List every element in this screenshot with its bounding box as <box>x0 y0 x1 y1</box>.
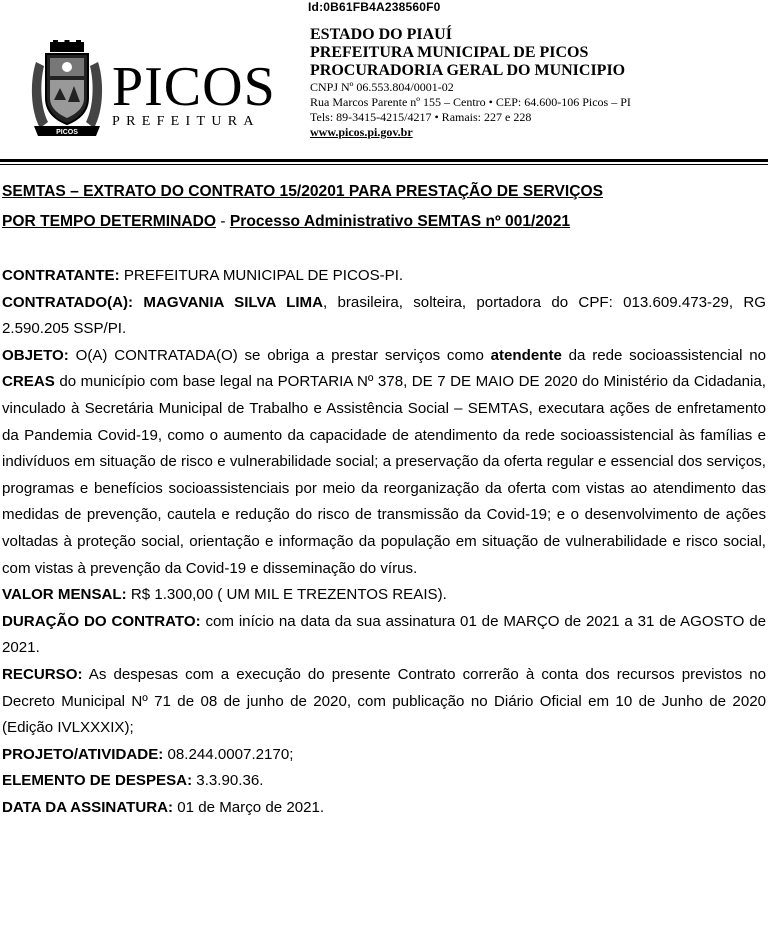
contract-body <box>2 263 766 821</box>
contratado-label: CONTRATADO(A): <box>2 293 134 311</box>
cnpj-text: CNPJ Nº 06.553.804/0001-02 <box>310 80 454 94</box>
elemento-label: ELEMENTO DE DESPESA: <box>2 772 193 790</box>
contratante-clause <box>2 263 766 290</box>
objeto-label: OBJETO: <box>2 346 69 364</box>
objeto-text-3: do município com base legal na PORTARIA Nº 378, DE 7 DE MAIO DE 2020 do Ministério da Cidadania, vinculado à Secretária Municipal de Trabalho e Assistência Social – SEMTAS, executara ações de enfretamento da Pandemia Covid-19, como o aumento da capacidade de atendimento da rede socioassistencial às famílias e indivíduos em situação de risco e vulnerabilidade social; a preservação da oferta regular e essencial dos serviços, programas e benefícios socioassistenciais por meio da reorganização da oferta com vistas ao atendimento das medidas de prevenção, cautela e redução do risco de transmissão da Covid-19; e o desenvolvimento de ações voltadas à proteção social, orientação e informação da população em situação de vulnerabilidade e risco social, com vistas à prevenção da Covid-19 e disseminação do vírus. <box>2 373 766 577</box>
projeto-clause <box>2 742 766 769</box>
brand-name: PICOS <box>112 56 276 118</box>
duracao-label: DURAÇÃO DO CONTRATO: <box>2 612 201 630</box>
state-heading: ESTADO DO PIAUÍ <box>310 26 452 43</box>
contratado-clause <box>2 290 766 343</box>
contratado-details: , brasileira, solteira, portadora do CPF: 013.609.473-29, RG 2.590.205 SSP/PI. <box>2 293 766 338</box>
coat-of-arms-icon <box>30 40 104 140</box>
valor-label: VALOR MENSAL: <box>2 586 127 604</box>
objeto-unit: CREAS <box>2 373 55 391</box>
valor-clause <box>2 582 766 609</box>
contratado-name: MAGVANIA SILVA LIMA <box>143 293 324 311</box>
valor-value: R$ 1.300,00 ( UM MIL E TREZENTOS REAIS). <box>126 586 447 604</box>
assinatura-clause <box>2 795 766 822</box>
procuradoria-heading: PROCURADORIA GERAL DO MUNICIPIO <box>310 62 626 79</box>
projeto-label: PROJETO/ATIVIDADE: <box>2 745 164 763</box>
brand-subtitle: PREFEITURA <box>112 114 260 129</box>
header-divider <box>0 159 768 162</box>
address-text: Rua Marcos Parente nº 155 – Centro • CEP: 64.600-106 Picos – PI <box>310 95 631 109</box>
recurso-value: As despesas com a execução do presente Contrato correrão à conta dos recursos previstos no Decreto Municipal Nº 71 de 08 de junho de 2020, com publicação no Diário Oficial em 10 de Junho de 2020 (Edição IVLXXXIX); <box>2 665 766 737</box>
contratante-value: PREFEITURA MUNICIPAL DE PICOS-PI. <box>119 267 404 284</box>
duracao-clause <box>2 609 766 662</box>
crest-label: PICOS <box>56 129 78 136</box>
document-title <box>2 177 768 237</box>
assinatura-value: 01 de Março de 2021. <box>173 798 325 816</box>
projeto-value: 08.244.0007.2170; <box>163 745 294 763</box>
objeto-role: atendente <box>490 346 562 364</box>
contratante-label: CONTRATANTE: <box>2 267 120 284</box>
recurso-label: RECURSO: <box>2 665 83 683</box>
header-divider-thin <box>0 164 768 165</box>
objeto-clause <box>2 343 766 582</box>
title-line1: SEMTAS – EXTRATO DO CONTRATO 15/20201 PARA PRESTAÇÃO DE SERVIÇOS <box>2 183 604 200</box>
phones-text: Tels: 89-3415-4215/4217 • Ramais: 227 e 228 <box>310 110 532 124</box>
document-id: Id:0B61FB4A238560F0 <box>308 0 441 14</box>
title-process: Processo Administrativo SEMTAS nº 001/2021 <box>229 213 571 230</box>
website-link[interactable]: www.picos.pi.gov.br <box>310 125 413 139</box>
elemento-clause <box>2 768 766 795</box>
objeto-text-2: da rede socioassistencial no <box>561 346 766 364</box>
elemento-value: 3.3.90.36. <box>192 772 264 790</box>
title-term: POR TEMPO DETERMINADO <box>2 213 216 230</box>
assinatura-label: DATA DA ASSINATURA: <box>2 798 174 816</box>
brand-logo <box>112 56 282 130</box>
title-separator: - <box>216 213 230 230</box>
objeto-text-1: O(A) CONTRATADA(O) se obriga a prestar serviços como <box>68 346 491 364</box>
duracao-value: com início na data da sua assinatura 01 de MARÇO de 2021 a 31 de AGOSTO de 2021. <box>2 612 766 657</box>
prefeitura-heading: PREFEITURA MUNICIPAL DE PICOS <box>310 44 589 61</box>
recurso-clause <box>2 662 766 742</box>
letterhead <box>310 26 631 140</box>
